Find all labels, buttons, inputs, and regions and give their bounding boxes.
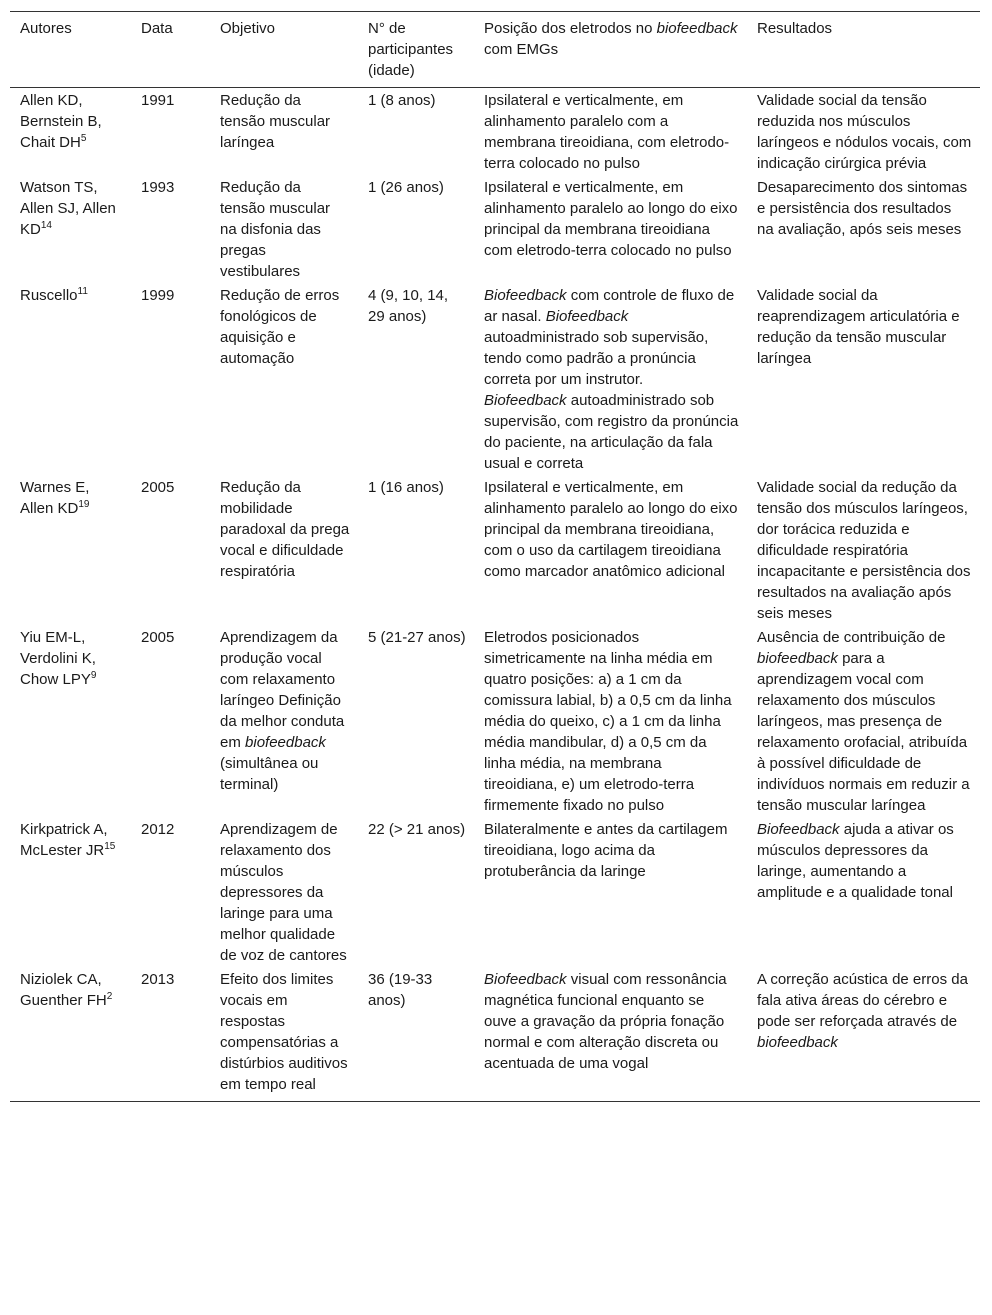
resultados-italic: biofeedback bbox=[757, 1034, 838, 1051]
resultados-text: para a aprendizagem vocal com relaxamento dos músculos laríngeos, mas presença de relaxamento orofacial, atribuída à possível dificuldade de indivíduos normais em reduzir a tensão muscular laríngea bbox=[757, 650, 970, 814]
cell-participantes: 22 (> 21 anos) bbox=[368, 821, 466, 838]
resultados-italic: Biofeedback bbox=[757, 821, 840, 838]
ref-number: 15 bbox=[104, 841, 116, 852]
autores-text: Niziolek CA, Guenther FH bbox=[20, 971, 107, 1009]
header-row bbox=[10, 12, 980, 88]
header-posicao-prefix: Posição dos eletrodos no bbox=[484, 20, 653, 37]
autores-text: Ruscello bbox=[20, 287, 78, 304]
table-body bbox=[10, 88, 980, 1102]
cell-posicao: Ipsilateral e verticalmente, em alinhamento paralelo com a membrana tireoidiana, com eletrodo-terra colocado no pulso bbox=[484, 92, 730, 172]
cell-autores bbox=[10, 174, 131, 282]
cell-resultados: Desaparecimento dos sintomas e persistência dos resultados na avaliação, após seis meses bbox=[757, 179, 968, 238]
ref-number: 11 bbox=[77, 286, 88, 297]
table-row bbox=[10, 966, 980, 1102]
cell-autores bbox=[10, 816, 131, 966]
cell-posicao: Bilateralmente e antes da cartilagem tireoidiana, logo acima da protuberância da laringe bbox=[484, 821, 728, 880]
cell-objetivo: Efeito dos limites vocais em respostas compensatórias a distúrbios auditivos em tempo real bbox=[220, 971, 348, 1093]
cell-posicao: Ipsilateral e verticalmente, em alinhamento paralelo ao longo do eixo principal da membrana tireoidiana com eletrodo-terra colocado no pulso bbox=[484, 179, 738, 259]
cell-data: 1999 bbox=[141, 287, 175, 304]
table-row bbox=[10, 474, 980, 624]
cell-resultados bbox=[747, 624, 980, 816]
objetivo-italic: biofeedback bbox=[245, 734, 326, 751]
cell-data: 1993 bbox=[141, 179, 175, 196]
ref-number: 5 bbox=[80, 133, 87, 144]
cell-autores bbox=[10, 282, 131, 474]
posicao-italic: Biofeedback bbox=[545, 308, 629, 325]
autores-text: Yiu EM-L, Verdolini K, Chow LPY bbox=[20, 629, 96, 688]
table-row bbox=[10, 282, 980, 474]
cell-posicao bbox=[474, 966, 747, 1102]
table-header bbox=[10, 12, 980, 88]
cell-autores bbox=[10, 88, 131, 175]
ref-number: 14 bbox=[40, 220, 52, 231]
cell-data: 2013 bbox=[141, 971, 175, 988]
header-data: Data bbox=[141, 20, 173, 37]
header-resultados: Resultados bbox=[757, 20, 833, 37]
table-row bbox=[10, 816, 980, 966]
cell-objetivo: Redução da tensão muscular laríngea bbox=[220, 92, 331, 151]
ref-number: 19 bbox=[78, 499, 90, 510]
resultados-italic: biofeedback bbox=[757, 650, 838, 667]
cell-participantes: 36 (19-33 anos) bbox=[368, 971, 433, 1009]
cell-participantes: 1 (16 anos) bbox=[368, 479, 444, 496]
autores-text: Allen KD, Bernstein B, Chait DH bbox=[20, 92, 102, 151]
cell-objetivo: Redução de erros fonológicos de aquisição e automação bbox=[220, 287, 340, 367]
posicao-text: visual com ressonância magnética funcional enquanto se ouve a gravação da própria fonação normal e com alteração discreta ou acentuada de uma vogal bbox=[484, 971, 727, 1072]
cell-data: 2005 bbox=[141, 479, 175, 496]
cell-objetivo: Redução da tensão muscular na disfonia das pregas vestibulares bbox=[220, 179, 331, 280]
cell-data: 1991 bbox=[141, 92, 175, 109]
objetivo-text: (simultânea ou terminal) bbox=[220, 755, 319, 793]
ref-number: 9 bbox=[90, 670, 97, 681]
autores-text: Kirkpatrick A, McLester JR bbox=[20, 821, 108, 859]
header-autores: Autores bbox=[20, 20, 72, 37]
resultados-text: Ausência de contribuição de bbox=[757, 629, 946, 646]
cell-participantes: 5 (21-27 anos) bbox=[368, 629, 466, 646]
header-participantes: N° de participantes (idade) bbox=[368, 20, 454, 79]
cell-autores bbox=[10, 624, 131, 816]
cell-participantes: 1 (8 anos) bbox=[368, 92, 436, 109]
header-objetivo: Objetivo bbox=[220, 20, 276, 37]
cell-objetivo bbox=[210, 624, 358, 816]
cell-posicao bbox=[474, 282, 747, 474]
cell-resultados bbox=[747, 816, 980, 966]
cell-data: 2005 bbox=[141, 629, 175, 646]
cell-autores bbox=[10, 474, 131, 624]
cell-resultados bbox=[747, 966, 980, 1102]
header-posicao-suffix: com EMGs bbox=[484, 41, 559, 58]
posicao-paragraph bbox=[484, 390, 739, 474]
cell-participantes: 1 (26 anos) bbox=[368, 179, 444, 196]
posicao-text: autoadministrado sob supervisão, com registro da pronúncia do paciente, na articulação da fala usual e correta bbox=[484, 392, 739, 472]
cell-resultados: Validade social da tensão reduzida nos músculos laríngeos e nódulos vocais, com indicação cirúrgica prévia bbox=[757, 92, 972, 172]
cell-participantes: 4 (9, 10, 14, 29 anos) bbox=[368, 287, 449, 325]
autores-text: Watson TS, Allen SJ, Allen KD bbox=[20, 179, 116, 238]
header-posicao bbox=[474, 12, 747, 88]
ref-number: 2 bbox=[106, 991, 113, 1002]
cell-posicao: Eletrodos posicionados simetricamente na linha média em quatro posições: a) a 1 cm da comissura labial, b) a 0,5 cm da linha média do queixo, c) a 1 cm da linha média mandibular, d) a 0,5 cm da linha média, na membrana tireoidiana, e) um eletrodo-terra firmemente fixado no pulso bbox=[484, 629, 732, 814]
table-row bbox=[10, 174, 980, 282]
posicao-italic: Biofeedback bbox=[484, 971, 567, 988]
resultados-text: A correção acústica de erros da fala ativa áreas do cérebro e pode ser reforçada através de bbox=[757, 971, 968, 1030]
studies-table bbox=[10, 11, 980, 1102]
header-posicao-italic: biofeedback bbox=[656, 20, 738, 37]
posicao-text: com controle de fluxo de ar nasal. bbox=[484, 287, 735, 325]
posicao-text: autoadministrado sob supervisão, tendo como padrão a pronúncia correta por um instrutor. bbox=[484, 329, 709, 388]
objetivo-text: Aprendizagem da produção vocal com relaxamento laríngeo Definição da melhor conduta em bbox=[220, 629, 345, 751]
posicao-italic: Biofeedback bbox=[484, 392, 567, 409]
cell-data: 2012 bbox=[141, 821, 175, 838]
cell-autores bbox=[10, 966, 131, 1102]
posicao-italic: Biofeedback bbox=[484, 287, 567, 304]
cell-resultados: Validade social da redução da tensão dos músculos laríngeos, dor torácica reduzida e dificuldade respiratória incapacitante e persistência dos resultados na avaliação após seis meses bbox=[757, 479, 971, 622]
table-row bbox=[10, 624, 980, 816]
cell-objetivo: Redução da mobilidade paradoxal da prega vocal e dificuldade respiratória bbox=[220, 479, 350, 580]
cell-posicao: Ipsilateral e verticalmente, em alinhamento paralelo ao longo do eixo principal da membrana tireoidiana, com o uso da cartilagem tireoidiana como marcador anatômico adicional bbox=[484, 479, 738, 580]
cell-resultados: Validade social da reaprendizagem articulatória e redução da tensão muscular laríngea bbox=[757, 287, 960, 367]
table-row bbox=[10, 88, 980, 175]
cell-objetivo: Aprendizagem de relaxamento dos músculos depressores da laringe para uma melhor qualidade de voz de cantores bbox=[220, 821, 347, 964]
autores-text: Warnes E, Allen KD bbox=[20, 479, 90, 517]
resultados-text: ajuda a ativar os músculos depressores da laringe, aumentando a amplitude e a qualidade tonal bbox=[757, 821, 954, 901]
